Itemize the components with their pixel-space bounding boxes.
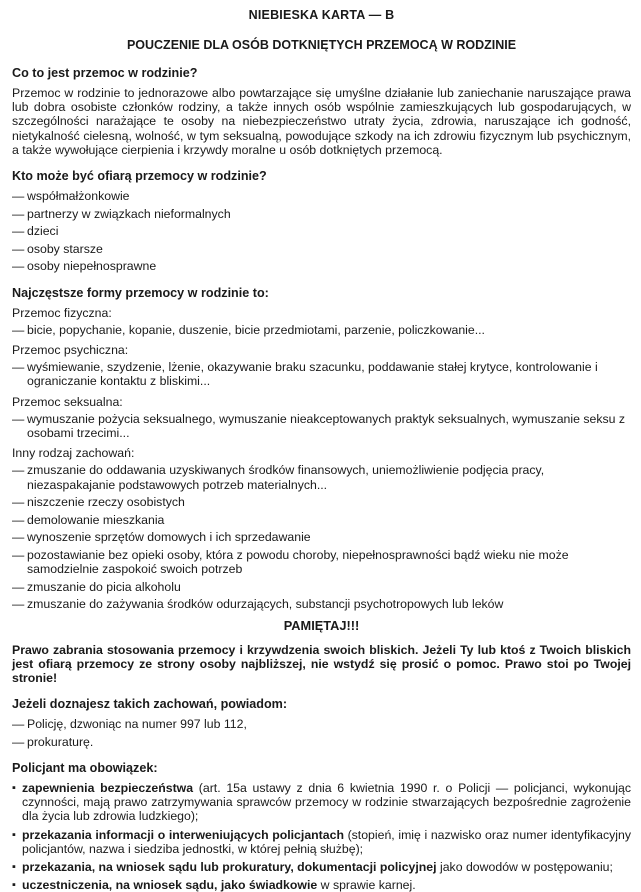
list-item: — wymuszanie pożycia seksualnego, wymuszanie nieakceptowanych praktyk seksualnych, wymuszanie seksu z osobami trzecimi... [12,412,631,440]
list-item: — zmuszanie do picia alkoholu [12,580,631,594]
list-item [12,781,631,824]
duty-bold: przekazania informacji o interweniujących policjantach [22,827,344,842]
list-item: — pozostawianie bez opieki osoby, która z powodu choroby, niepełnosprawności bądź wieku nie może samodzielnie zaspokoić swoich potrzeb [12,548,631,576]
section-heading-victims: Kto może być ofiarą przemocy w rodzinie? [12,169,267,184]
section-heading-definition: Co to jest przemoc w rodzinie? [12,66,198,80]
victims-list [12,189,631,274]
duty-bold: uczestniczenia, na wniosek sądu, jako świadkowie [22,878,318,892]
sexual-list [12,412,631,440]
other-list [12,463,631,611]
list-item: — Policję, dzwoniąc na numer 997 lub 112, [12,717,631,731]
list-item: — bicie, popychanie, kopanie, duszenie, bicie przedmiotami, parzenie, policzkowanie... [12,323,631,337]
list-item: — wyśmiewanie, szydzenie, lżenie, okazywanie braku szacunku, poddawanie stałej krytyce, kontrolowanie i ograniczanie kontaktu z bliskimi... [12,360,631,388]
section-heading-duties: Policjant ma obowiązek: [12,761,158,775]
subheading-sexual: Przemoc seksualna: [12,394,123,409]
subheading-physical: Przemoc fizyczna: [12,305,112,320]
psychological-list [12,360,631,388]
list-item [12,878,631,892]
definition-paragraph: Przemoc w rodzinie to jednorazowe albo powtarzające się umyślne działanie lub zaniechanie naruszające prawa lub dobra osobiste członków rodziny, a także innych osób wspólnie zamieszkujących lub gospodarujących, w szczególności narażające te osoby na niebezpieczeństwo utraty życia, zdrowia, naruszające ich godność, nietykalność cielesną, wolność, w tym seksualną, powodujące szkody na ich zdrowiu fizycznym lub psychicznym, a także wywołujące cierpienia i krzywdy moralne u osób dotkniętych przemocą. [12,86,631,157]
list-item: — partnerzy w związkach nieformalnych [12,207,631,221]
section-heading-forms: Najczęstsze formy przemocy w rodzinie to: [12,285,269,300]
remember-paragraph: Prawo zabrania stosowania przemocy i krzywdzenia swoich bliskich. Jeżeli Ty lub ktoś z Twoich bliskich jest ofiarą przemocy ze strony osoby najbliższej, nie wstydź się prosić o pomoc. Prawo stoi po Twojej stronie! [12,642,631,685]
list-item: — prokuraturę. [12,735,631,749]
page-subtitle: POUCZENIE DLA OSÓB DOTKNIĘTYCH PRZEMOCĄ W RODZINIE [126,38,517,52]
list-item [12,860,631,874]
list-item: — współmałżonkowie [12,189,631,203]
remember-heading: PAMIĘTAJ!!! [283,617,360,633]
list-item: — osoby niepełnosprawne [12,259,631,273]
subheading-other: Inny rodzaj zachowań: [12,446,135,461]
duty-bold: zapewnienia bezpieczeństwa [22,781,194,795]
list-item: — zmuszanie do zażywania środków odurzających, substancji psychotropowych lub leków [12,597,631,611]
list-item: — wynoszenie sprzętów domowych i ich sprzedawanie [12,530,631,544]
section-heading-report: Jeżeli doznajesz takich zachowań, powiadom: [12,697,288,712]
list-item: — demolowanie mieszkania [12,513,631,527]
physical-list [12,323,631,337]
duty-bold: przekazania, na wniosek sądu lub prokuratury, dokumentacji policyjnej [22,860,437,875]
duties-list [12,781,631,892]
subheading-psychological: Przemoc psychiczna: [12,343,129,357]
list-item: — dzieci [12,224,631,238]
report-list [12,717,631,749]
list-item [12,828,631,856]
duty-text: (art. 15a ustawy z dnia 6 kwietnia 1990 r. o Policji — policjanci, wykonując czynności, mają prawo zatrzymywania sprawców przemocy w rodzinie stwarzających bezpośrednie zagrożenie dla życia lub zdrowia ludzkiego); [22,781,631,824]
list-item: — zmuszanie do oddawania uzyskiwanych środków finansowych, uniemożliwienie podjęcia pracy, niezaspakajanie podstawowych potrzeb materialnych... [12,463,631,491]
duty-text: w sprawie karnej. [317,878,416,892]
duty-text: (stopień, imię i nazwisko oraz numer identyfikacyjny policjantów, nazwa i siedziba jednostki, w której pełnią służbę); [22,827,631,856]
duty-text: jako dowodów w postępowaniu; [436,860,613,875]
list-item: — osoby starsze [12,242,631,256]
page-title: NIEBIESKA KARTA — B [248,8,395,22]
list-item: — niszczenie rzeczy osobistych [12,495,631,509]
